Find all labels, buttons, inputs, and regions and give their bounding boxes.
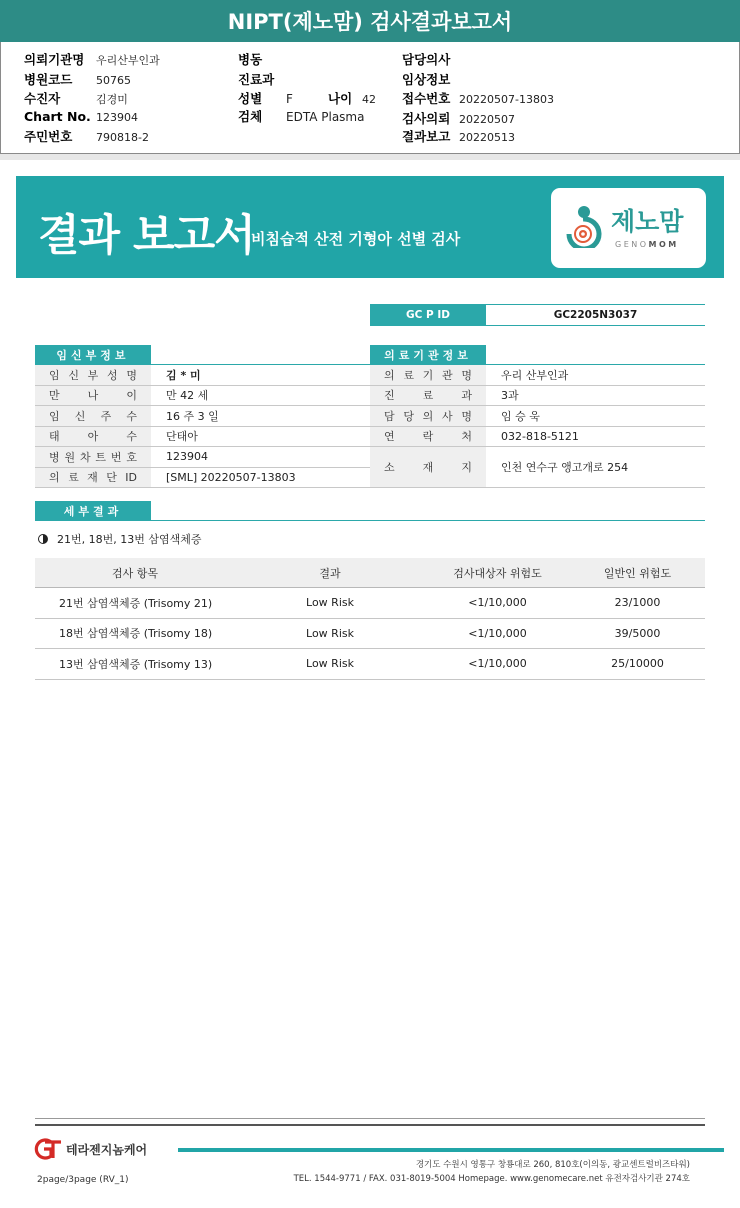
row-label-char: 담 (384, 409, 395, 423)
row-label-char: 아 (87, 430, 99, 444)
test-item: 18번 삼염색체증 (Trisomy 18) (59, 627, 213, 641)
patient-info-title: 임신부정보 (35, 345, 151, 365)
table-row (35, 365, 370, 386)
gcp-id-label: GC P ID (370, 305, 486, 325)
row-value: 만 42 세 (166, 389, 209, 403)
row-label-char: 차 (79, 450, 91, 464)
field-value: F (286, 92, 293, 106)
row-label-char: 명 (461, 368, 472, 382)
table-row (35, 468, 370, 489)
row-label-char: 임 (49, 368, 60, 382)
row-label (370, 386, 486, 406)
row-label-char: 료 (68, 471, 79, 485)
row-label-char: ID (125, 470, 137, 484)
row-label-char: 호 (126, 450, 137, 464)
footer-divider (35, 1124, 705, 1126)
row-value: 단태아 (166, 430, 198, 444)
field-value: 김경미 (96, 93, 128, 106)
field-label: 수진자 (24, 91, 61, 106)
details-title: 세부결과 (35, 501, 151, 521)
details-header (35, 501, 705, 521)
field-label: 검체 (238, 109, 263, 124)
row-value: 인천 연수구 앵고개로 254 (501, 461, 629, 474)
header-field-resident-no (24, 127, 149, 145)
field-value: 50765 (96, 74, 131, 87)
page-number: 2page/3page (RV_1) (37, 1175, 129, 1185)
table-row (35, 406, 370, 427)
banner-subtitle: 비침습적 산전 기형아 선별 검사 (251, 230, 461, 248)
row-label-char: 의 (422, 409, 434, 423)
header-field-institution (24, 50, 160, 68)
general-risk: 25/10000 (611, 657, 664, 671)
terragen-logo-icon (31, 1138, 63, 1160)
row-label (370, 447, 486, 487)
general-risk: 23/1000 (614, 596, 661, 610)
company-contact: TEL. 1544-9771 / FAX. 031-8019-5004 Homepage. www.genomecare.net 유전자검사기관 274호 (293, 1174, 690, 1184)
row-label (370, 365, 486, 385)
table-row (35, 447, 370, 468)
row-label-char: 임 (49, 409, 60, 423)
row-label-char: 번 (110, 450, 122, 464)
test-item: 21번 삼염색체증 (Trisomy 21) (59, 596, 213, 610)
genomom-logo (551, 188, 706, 268)
table-row (370, 447, 705, 488)
report-title: NIPT(제노맘) 검사결과보고서 (0, 0, 740, 42)
row-label-char: 병 (49, 450, 60, 464)
column-header-result: 결과 (319, 566, 341, 580)
logo-subtext (615, 240, 679, 249)
row-value: 032-818-5121 (501, 429, 579, 443)
genomom-emblem-icon (561, 204, 605, 248)
row-value: 16 주 3 일 (166, 409, 219, 423)
footer-address-block (294, 1158, 690, 1186)
row-label-char: 연 (384, 430, 395, 444)
table-row (35, 386, 370, 407)
header-field-age (328, 89, 376, 107)
field-label: 병동 (238, 52, 263, 67)
row-value: 김 * 미 (166, 368, 201, 382)
general-risk: 39/5000 (614, 626, 661, 640)
header-field-receipt-no (402, 89, 554, 107)
row-label-char: 료 (403, 368, 414, 382)
table-row (370, 386, 705, 407)
table-row (35, 427, 370, 448)
row-label-char: 기 (422, 368, 434, 382)
subject-risk: <1/10,000 (468, 657, 527, 671)
header-field-specimen (238, 107, 364, 125)
subject-risk: <1/10,000 (468, 596, 527, 610)
table-row (370, 406, 705, 427)
row-value: 3과 (501, 389, 519, 403)
row-label-char: 주 (100, 409, 112, 423)
row-value: 123904 (166, 450, 208, 464)
row-label-char: 단 (106, 471, 117, 485)
test-result: Low Risk (306, 626, 354, 640)
row-label-char: 부 (87, 368, 99, 382)
field-value: 790818-2 (96, 131, 149, 144)
field-value: 20220513 (459, 131, 515, 144)
row-label-char: 사 (441, 409, 453, 423)
logo-sub-bold: MOM (648, 240, 679, 249)
row-label-char: 원 (64, 450, 76, 464)
row-label (35, 447, 151, 467)
row-value: 임 승 욱 (501, 409, 540, 423)
row-label-char: 재 (422, 461, 434, 474)
column-header-item: 검사 항목 (111, 566, 158, 580)
field-label: 진료과 (238, 72, 275, 87)
details-caption-text: 21번, 18번, 13번 삼염색체증 (57, 533, 202, 546)
report-banner (16, 176, 724, 278)
header-field-hospital-code (24, 70, 131, 88)
row-label-char: 만 (49, 389, 60, 403)
header-field-report-date (402, 127, 515, 145)
company-address: 경기도 수원시 영통구 창룡대로 260, 810호(이의동, 광교센트럴비즈타워) (415, 1160, 690, 1170)
field-label: 성별 (238, 91, 263, 106)
column-header-subject-risk: 검사대상자 위험도 (453, 566, 542, 580)
institution-info-header (370, 345, 705, 365)
row-label-char: 수 (126, 430, 137, 444)
field-label: 담당의사 (402, 52, 451, 67)
row-label (370, 427, 486, 447)
gcp-id-row (370, 304, 705, 326)
row-label (35, 406, 151, 426)
row-label-char: 명 (126, 368, 137, 382)
field-label: Chart No. (24, 109, 91, 124)
details-caption (38, 531, 201, 547)
field-value: 20220507 (459, 113, 515, 126)
header-divider (0, 154, 740, 160)
patient-info-table (35, 365, 370, 488)
field-label: 결과보고 (402, 129, 451, 144)
row-label-char: 성 (106, 368, 118, 382)
footer-divider (35, 1118, 705, 1119)
row-label (370, 406, 486, 426)
row-label-char: 이 (126, 389, 137, 403)
row-label-char: 재 (87, 471, 98, 485)
header-field-sex (238, 89, 293, 107)
field-label: 임상정보 (402, 72, 451, 87)
row-label-char: 락 (422, 430, 434, 444)
header-field-ward (238, 50, 262, 68)
institution-info-title: 의료기관정보 (370, 345, 486, 365)
row-label-char: 명 (461, 409, 472, 423)
half-circle-icon (38, 534, 48, 544)
institution-info-table (370, 365, 705, 488)
company-name: 테라젠지놈케어 (66, 1142, 148, 1157)
field-value: EDTA Plasma (286, 110, 365, 124)
field-value: 123904 (96, 111, 138, 124)
header-field-doctor (402, 50, 459, 68)
patient-info-header (35, 345, 370, 365)
company-logo (31, 1138, 147, 1160)
footer-accent-bar (178, 1148, 724, 1152)
logo-sub-light: GENO (615, 240, 649, 249)
row-label-char: 처 (461, 430, 472, 444)
row-label-char: 과 (461, 389, 472, 403)
field-value: 우리산부인과 (96, 54, 160, 67)
field-label: 의뢰기관명 (24, 52, 85, 67)
results-table-header (35, 558, 705, 588)
table-row (35, 588, 705, 619)
row-label (35, 468, 151, 488)
column-header-general-risk: 일반인 위험도 (603, 566, 672, 580)
subject-risk: <1/10,000 (468, 626, 527, 640)
row-label-char: 소 (384, 461, 395, 474)
field-label: 접수번호 (402, 91, 451, 106)
field-label: 검사의뢰 (402, 111, 451, 126)
row-label (35, 365, 151, 385)
banner-title: 결과 보고서 (38, 211, 255, 261)
row-label-char: 료 (422, 389, 434, 403)
row-label-char: 신 (74, 409, 86, 423)
header-field-chart-no (24, 109, 138, 124)
field-label: 병원코드 (24, 72, 73, 87)
row-label-char: 수 (126, 409, 137, 423)
table-row (35, 649, 705, 680)
gcp-id-value: GC2205N3037 (553, 309, 638, 321)
logo-name: 제노맘 (611, 207, 684, 236)
header-field-clinical-info (402, 70, 459, 88)
row-label (35, 386, 151, 406)
row-label-char: 신 (68, 368, 79, 382)
field-value: 42 (362, 93, 376, 106)
row-label-char: 관 (441, 368, 453, 382)
row-label-char: 의 (384, 368, 395, 382)
row-label-char: 트 (95, 450, 107, 464)
header-field-department (238, 70, 274, 88)
row-label (35, 427, 151, 447)
table-row (370, 365, 705, 386)
header-field-patient (24, 89, 128, 107)
field-label: 주민번호 (24, 129, 73, 144)
field-label: 나이 (328, 91, 353, 106)
row-value: [SML] 20220507-13803 (166, 470, 296, 484)
field-value: 20220507-13803 (459, 93, 554, 106)
row-label-char: 의 (49, 471, 60, 485)
results-table (35, 558, 705, 680)
row-label-char: 나 (87, 389, 99, 403)
test-result: Low Risk (306, 657, 354, 671)
table-row (370, 427, 705, 448)
header-field-request-date (402, 109, 515, 127)
row-label-char: 진 (384, 389, 395, 403)
test-item: 13번 삼염색체증 (Trisomy 13) (59, 657, 213, 671)
table-row (35, 619, 705, 650)
row-value: 우리 산부인과 (501, 368, 569, 382)
row-label-char: 당 (403, 409, 414, 423)
row-label-char: 지 (461, 461, 472, 474)
test-result: Low Risk (306, 596, 354, 610)
row-label-char: 태 (49, 430, 60, 444)
